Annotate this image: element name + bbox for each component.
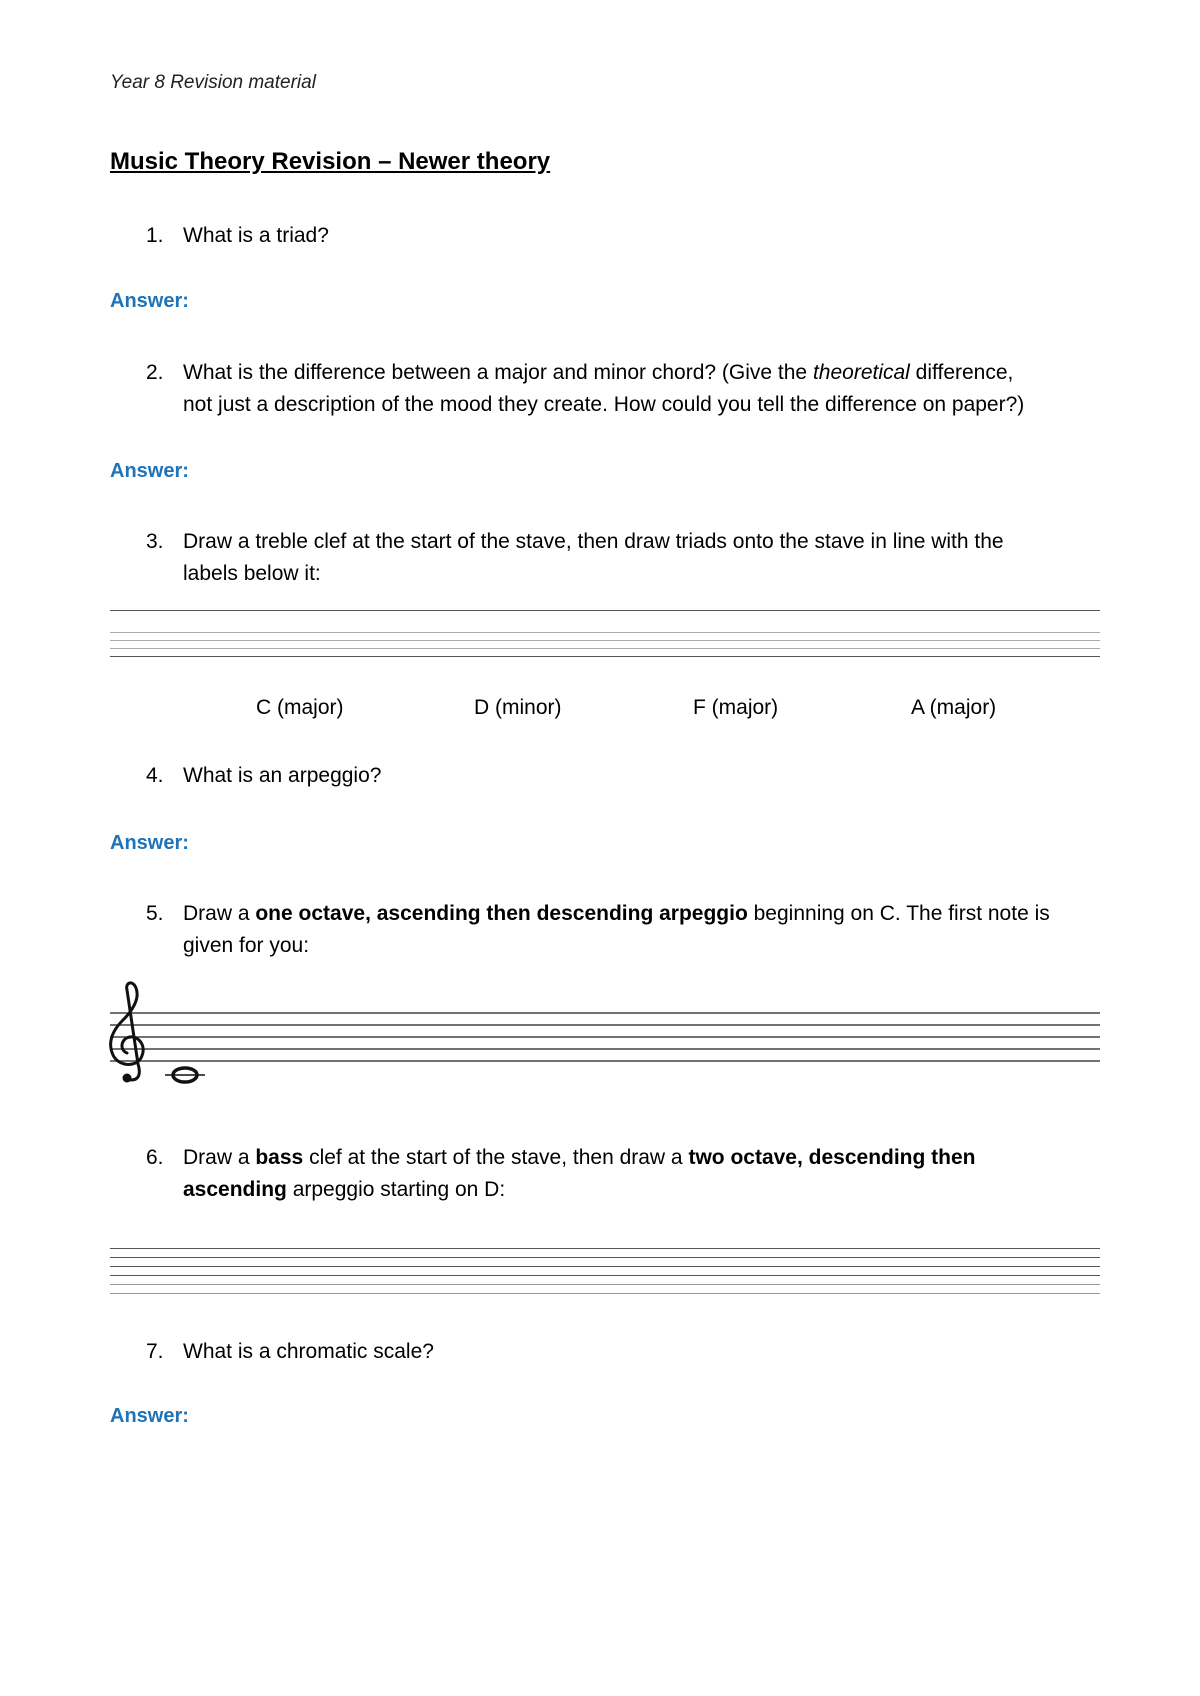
question-text: Draw a one octave, ascending then descending arpeggio beginning on C. The first note is given for you: (183, 902, 1050, 957)
question-text: Draw a bass clef at the start of the stave, then draw a two octave, descending then ascending arpeggio starting on D: (183, 1146, 976, 1201)
question-number: 2. (146, 361, 164, 384)
question-2 (0, 357, 1200, 421)
empty-stave-2 (110, 1248, 1100, 1298)
question-3 (0, 526, 1200, 590)
chord-label: D (minor) (474, 696, 562, 719)
emphasis-text: theoretical (812, 361, 910, 384)
treble-stave (105, 980, 1105, 1090)
treble-clef-icon (111, 983, 143, 1083)
question-text: What is the difference between a major and minor chord? (Give the theoretical difference, not just a description of the mood they create. How could you tell the difference on paper?) (183, 361, 1025, 416)
page-header: Year 8 Revision material (110, 72, 316, 93)
question-1 (0, 220, 1200, 252)
chord-labels (110, 696, 1100, 726)
chord-label: A (major) (911, 696, 997, 719)
empty-stave-1 (110, 610, 1100, 658)
answer-label-4: Answer: (110, 832, 189, 854)
answer-label-1: Answer: (110, 290, 189, 312)
whole-note-c-icon (165, 1068, 205, 1082)
answer-label-2: Answer: (110, 460, 189, 482)
question-number: 1. (146, 224, 164, 247)
question-text: What is a triad? (183, 224, 329, 247)
question-4 (0, 760, 1200, 792)
question-7 (0, 1336, 1200, 1368)
question-number: 6. (146, 1146, 164, 1169)
question-number: 4. (146, 764, 164, 787)
answer-label-7: Answer: (110, 1405, 189, 1427)
question-text: Draw a treble clef at the start of the stave, then draw triads onto the stave in line with the labels below it: (183, 530, 1004, 585)
chord-label: F (major) (693, 696, 779, 719)
page-title: Music Theory Revision – Newer theory (110, 148, 551, 175)
question-6 (0, 1142, 1200, 1206)
question-text: What is a chromatic scale? (183, 1340, 434, 1363)
question-number: 3. (146, 530, 164, 553)
question-number: 7. (146, 1340, 164, 1363)
chord-label: C (major) (256, 696, 344, 719)
question-text: What is an arpeggio? (183, 764, 382, 787)
question-number: 5. (146, 902, 164, 925)
question-5 (0, 898, 1200, 962)
